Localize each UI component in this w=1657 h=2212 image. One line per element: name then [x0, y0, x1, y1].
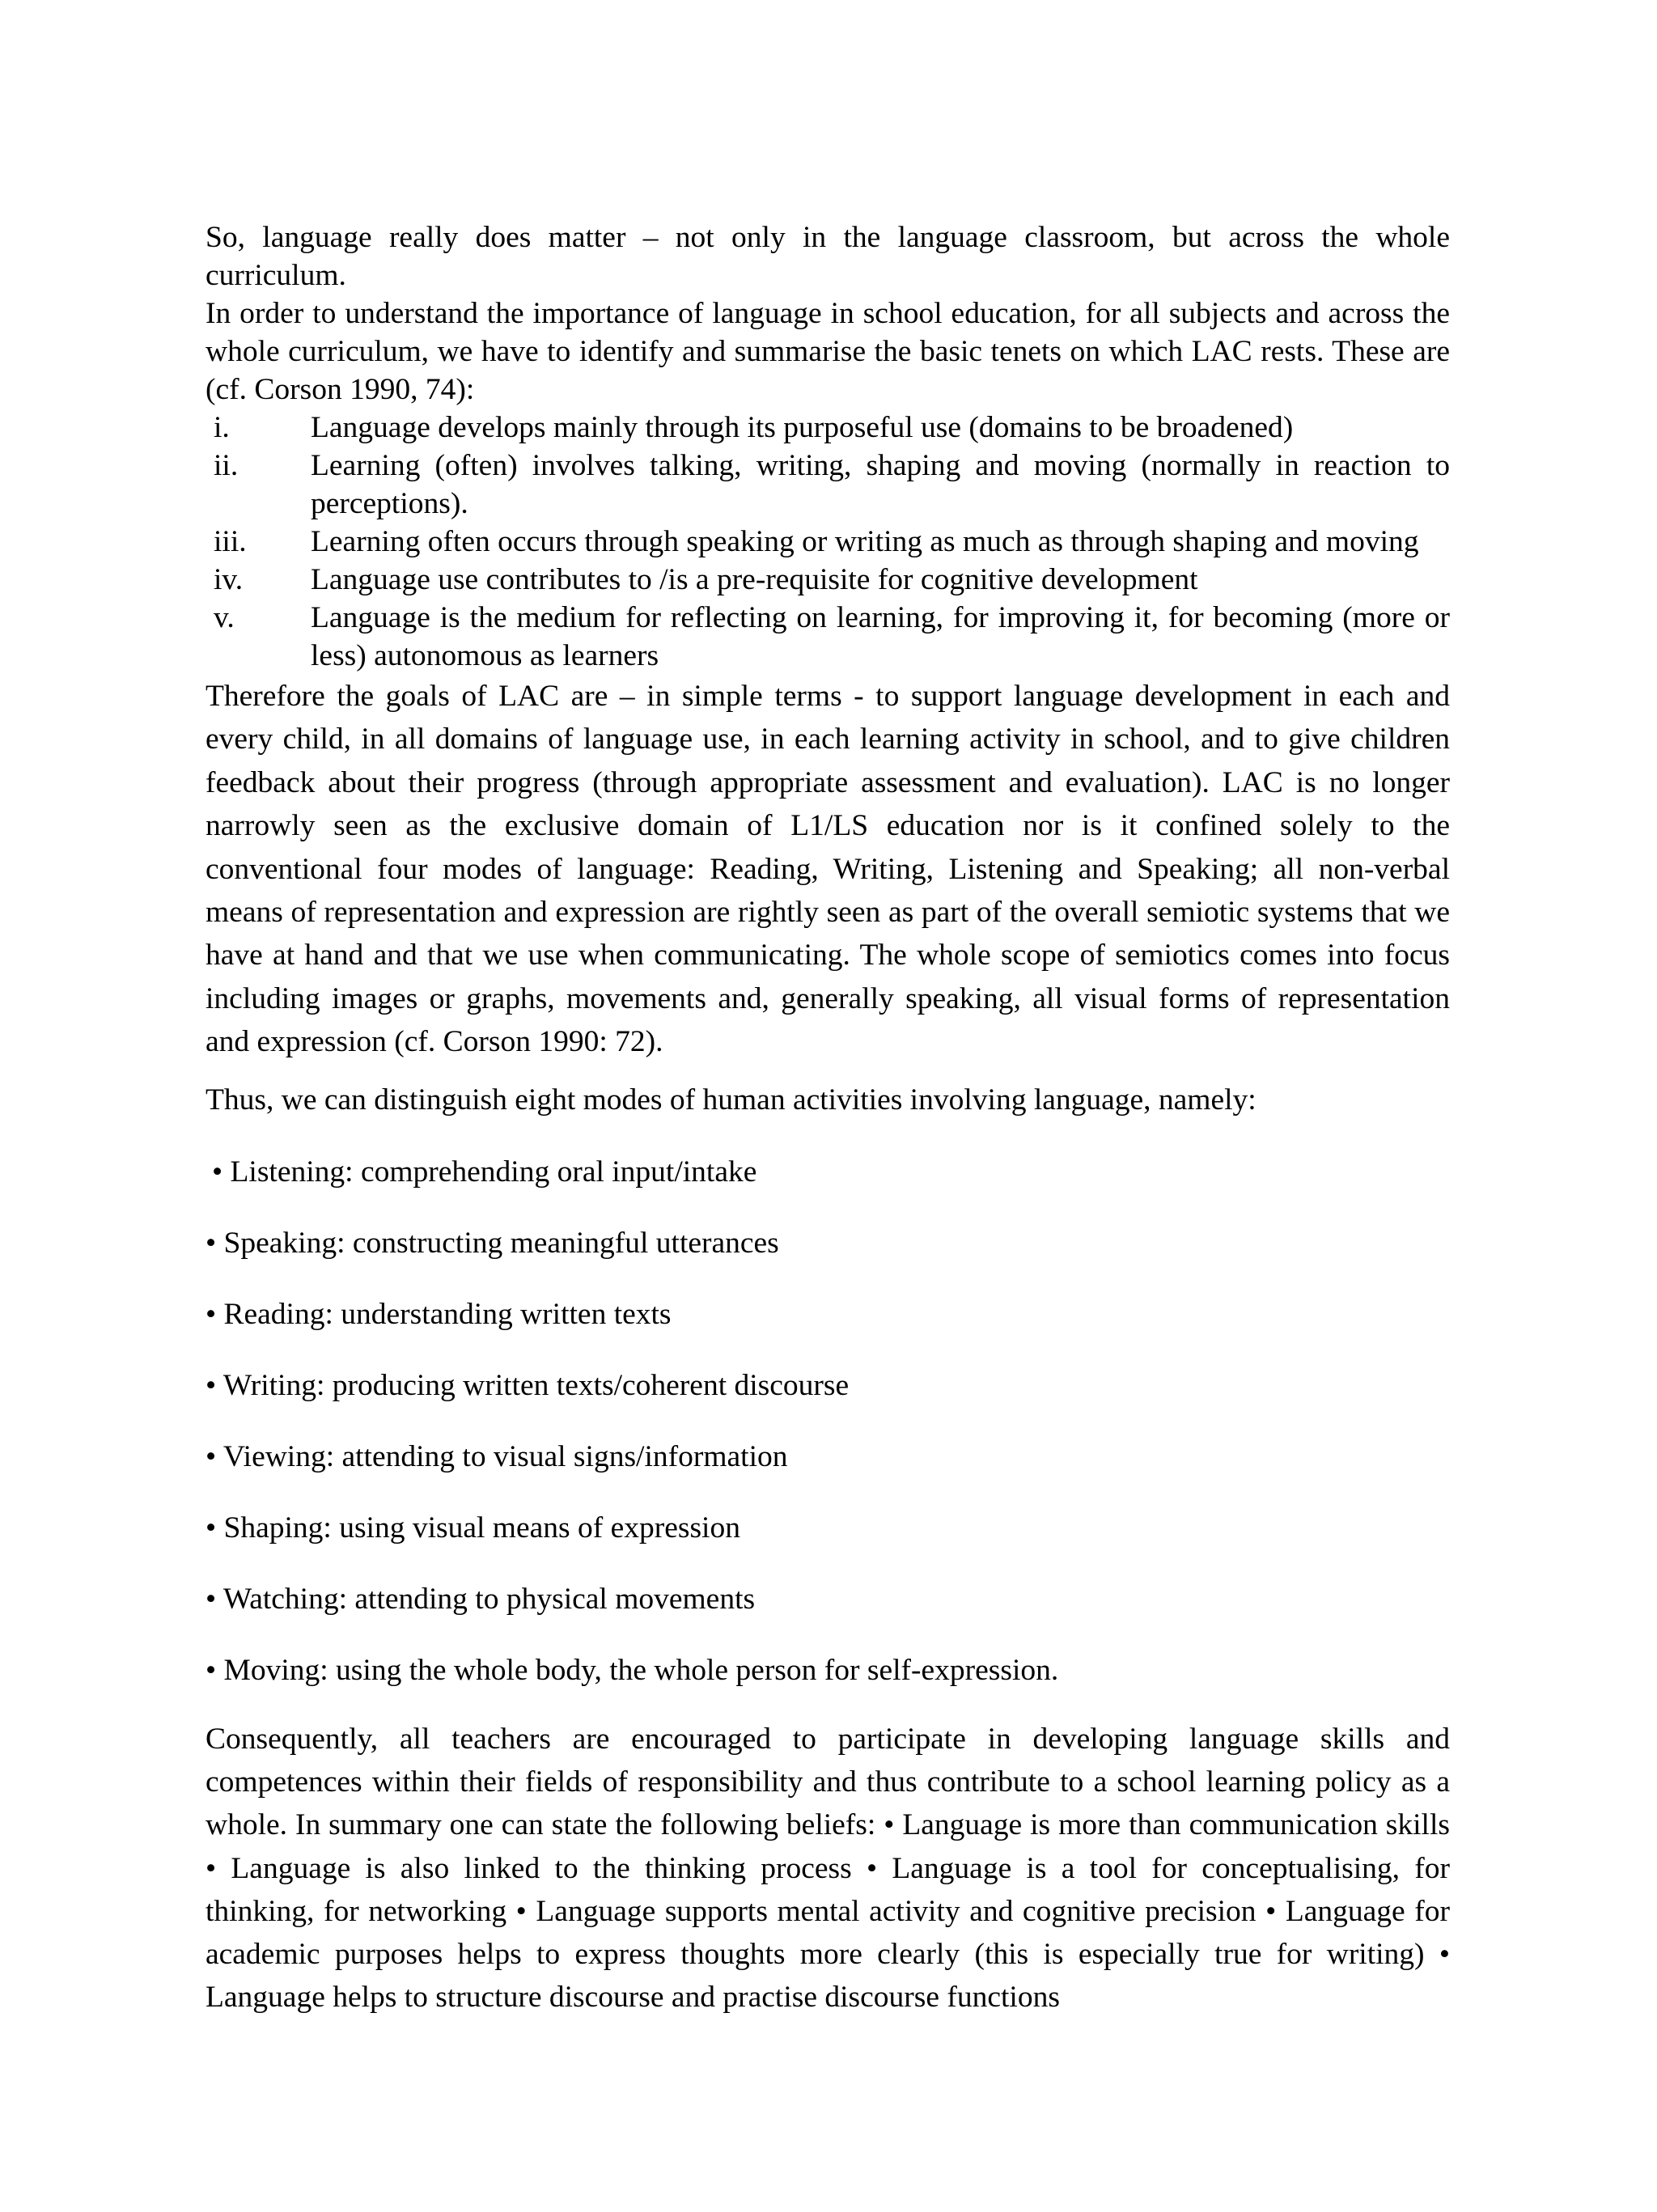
- list-item-number: ii.: [214, 449, 239, 482]
- list-item-shaping: • Shaping: using visual means of expression: [206, 1511, 740, 1545]
- goals-paragraph: Therefore the goals of LAC are – in simple terms - to support language development in each and every child, in all domains of language use, in each learning activity in school, and to give children feedback about their progress (through appropriate assessment and evaluation). LAC is no longer narrowly seen as the exclusive domain of L1/LS education nor is it confined solely to the conventional four modes of language: Reading, Writing, Listening and Speaking; all non-verbal means of representation and expression are rightly seen as part of the overall semiotic systems that we have at hand and that we use when communicating. The whole scope of semiotics comes into focus including images or graphs, movements and, generally speaking, all visual forms of representation and expression (cf. Corson 1990: 72).: [206, 680, 1450, 1059]
- list-item-listening: • Listening: comprehending oral input/intake: [212, 1155, 757, 1189]
- modes-intro-paragraph: Thus, we can distinguish eight modes of human activities involving language, namely:: [206, 1083, 1257, 1117]
- modes-list: [206, 1150, 1450, 1692]
- list-item: [206, 523, 1450, 561]
- tenets-list: [206, 409, 1450, 675]
- list-item-text: Language is the medium for reflecting on learning, for improving it, for becoming (more or less) autonomous as learners: [311, 601, 1450, 672]
- list-item-text: Language use contributes to /is a pre-requisite for cognitive development: [311, 563, 1198, 596]
- list-item-reading: • Reading: understanding written texts: [206, 1297, 672, 1331]
- list-item: [206, 599, 1450, 675]
- list-item-moving: • Moving: using the whole body, the whole person for self-expression.: [206, 1653, 1059, 1687]
- list-item-text: Learning often occurs through speaking or writing as much as through shaping and moving: [311, 525, 1419, 558]
- list-item-number: iv.: [214, 563, 244, 596]
- list-item-number: iii.: [214, 525, 247, 558]
- list-item-number: v.: [214, 601, 235, 634]
- summary-paragraph: Consequently, all teachers are encouraged to participate in developing language skills and competences within their fields of responsibility and thus contribute to a school learning policy as a whole. In summary one can state the following beliefs: • Language is more than communication skills • Language is also linked to the thinking process • Language is a tool for conceptualising, for thinking, for networking • Language supports mental activity and cognitive precision • Language for academic purposes helps to express thoughts more clearly (this is especially true for writing) • Language helps to structure discourse and practise discourse functions: [206, 1722, 1450, 2015]
- tenets-intro-paragraph: In order to understand the importance of language in school education, for all subjects and across the whole curriculum, we have to identify and summarise the basic tenets on which LAC rests. These are (cf. Corson 1990, 74):: [206, 297, 1450, 406]
- list-item-watching: • Watching: attending to physical movements: [206, 1582, 756, 1616]
- list-item-writing: • Writing: producing written texts/coherent discourse: [206, 1368, 850, 1402]
- list-item: [206, 561, 1450, 599]
- list-item-number: i.: [214, 411, 230, 444]
- list-item-text: Learning (often) involves talking, writing, shaping and moving (normally in reaction to perceptions).: [311, 449, 1450, 520]
- list-item: [206, 447, 1450, 523]
- document-page: [206, 218, 1450, 2019]
- list-item-text: Language develops mainly through its purposeful use (domains to be broadened): [311, 411, 1294, 444]
- list-item: [206, 409, 1450, 447]
- list-item-viewing: • Viewing: attending to visual signs/information: [206, 1439, 788, 1473]
- intro-paragraph: So, language really does matter – not only in the language classroom, but across the whole curriculum.: [206, 221, 1450, 292]
- list-item-speaking: • Speaking: constructing meaningful utterances: [206, 1226, 779, 1260]
